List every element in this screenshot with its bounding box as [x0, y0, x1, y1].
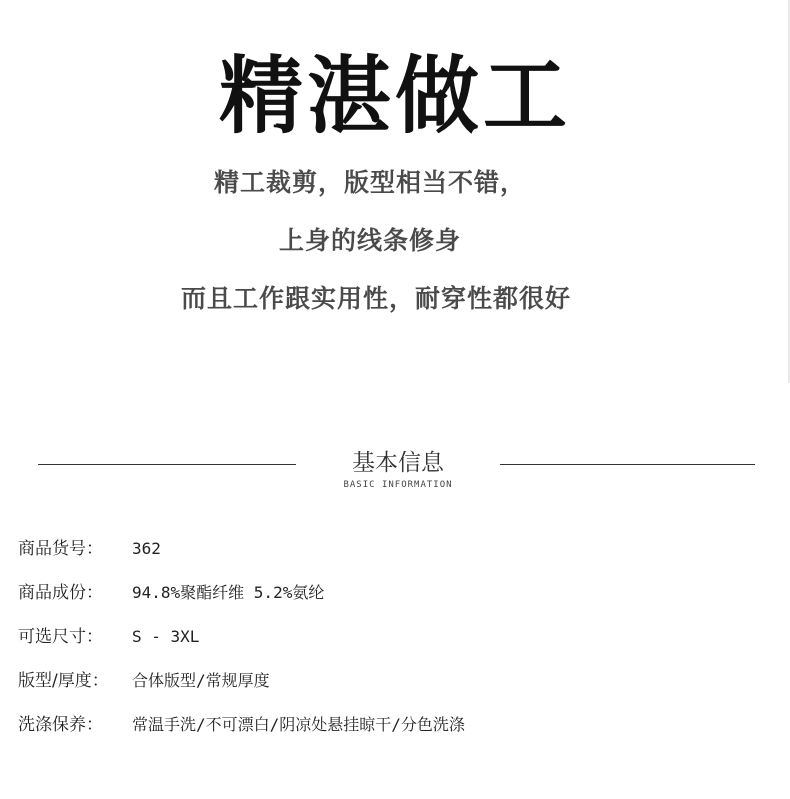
- info-label: 可选尺寸：: [18, 627, 103, 647]
- info-label: 版型/厚度：: [18, 671, 109, 691]
- section-subtitle: BASIC INFORMATION: [343, 480, 453, 490]
- info-label: 洗涤保养：: [18, 715, 103, 735]
- info-label: 商品成份：: [18, 583, 103, 603]
- info-value: 常温手洗/不可漂白/阴凉处悬挂晾干/分色洗涤: [132, 715, 465, 734]
- description-line-1: 精工裁剪，版型相当不错，: [213, 168, 526, 197]
- section-divider-right: [500, 464, 755, 465]
- info-row-item-number: [18, 533, 778, 577]
- info-list: [18, 533, 778, 753]
- description-line-2: 上身的线条修身: [278, 226, 461, 255]
- info-value: 合体版型/常规厚度: [132, 671, 270, 690]
- info-value: S - 3XL: [132, 627, 200, 646]
- info-row-care: [18, 709, 778, 753]
- info-row-sizes: [18, 621, 778, 665]
- description-line-3: 而且工作跟实用性，耐穿性都很好: [180, 284, 571, 313]
- info-value: 362: [132, 539, 161, 558]
- hero-title: 精湛做工: [218, 47, 571, 145]
- info-label: 商品货号：: [18, 539, 103, 559]
- info-value: 94.8%聚酯纤维 5.2%氨纶: [132, 583, 325, 602]
- section-divider-left: [38, 464, 296, 465]
- info-row-composition: [18, 577, 778, 621]
- info-row-fit-thickness: [18, 665, 778, 709]
- section-title: 基本信息: [352, 450, 444, 476]
